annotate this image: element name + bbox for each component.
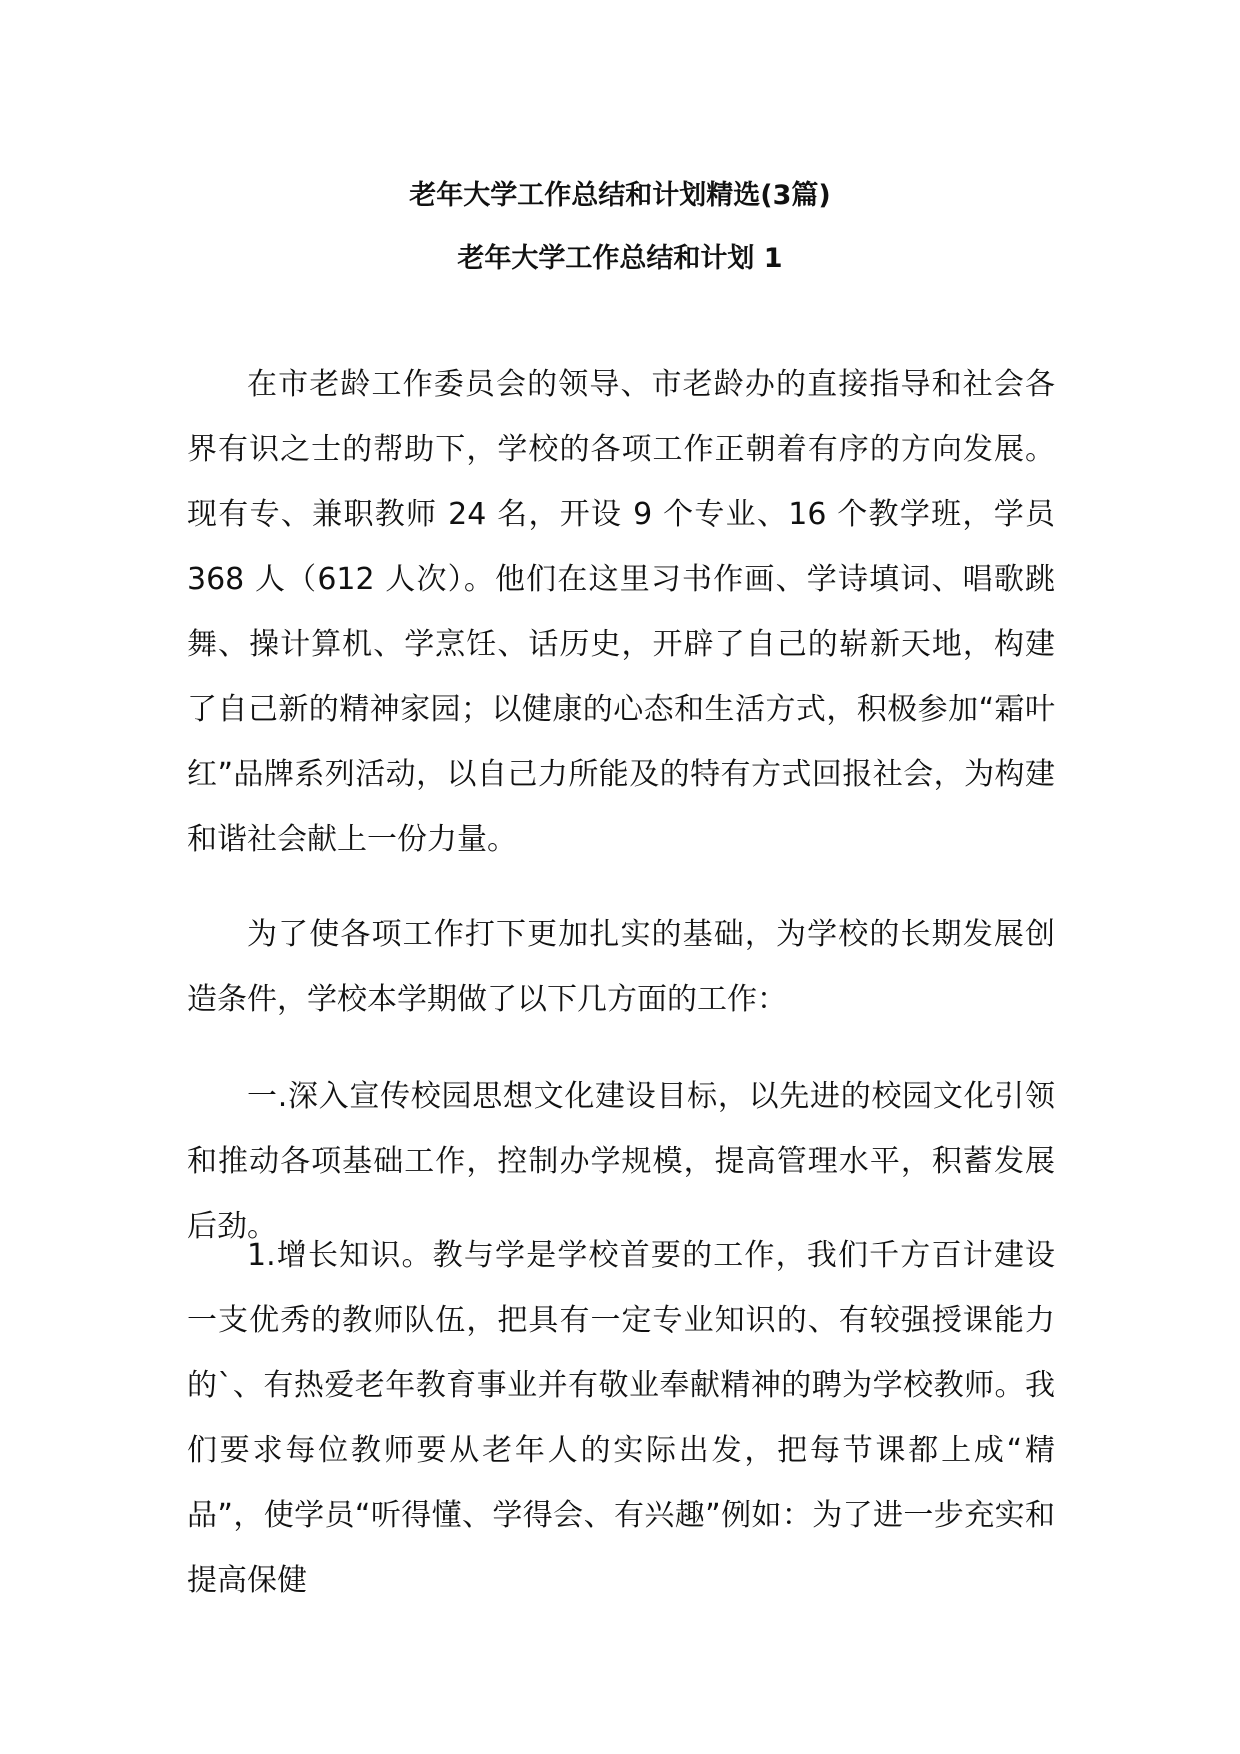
paragraph-work-overview: 为了使各项工作打下更加扎实的基础，为学校的长期发展创造条件，学校本学期做了以下几方面的工作： — [187, 917, 1055, 1017]
section-heading: 老年大学工作总结和计划 1 — [457, 243, 783, 274]
document-title: 老年大学工作总结和计划精选(3篇) — [409, 180, 831, 211]
paragraph-intro: 在市老龄工作委员会的领导、市老龄办的直接指导和社会各界有识之士的帮助下，学校的各项工作正朝着有序的方向发展。现有专、兼职教师 24 名，开设 9 个专业、16 个教学班，学员 368 人（612 人次）。他们在这里习书作画、学诗填词、唱歌跳舞、操计算机、学烹饪、话历史，开辟了自己的崭新天地，构建了自己新的精神家园；以健康的心态和生活方式，积极参加“霜叶红”品牌系列活动，以自己力所能及的特有方式回报社会，为构建和谐社会献上一份力量。 — [187, 367, 1055, 857]
paragraph-item-one: 1.增长知识。教与学是学校首要的工作，我们千方百计建设一支优秀的教师队伍，把具有一定专业知识的、有较强授课能力的`、有热爱老年教育事业并有敬业奉献精神的聘为学校教师。我们要求每位教师要从老年人的实际出发，把每节课都上成“精品”，使学员“听得懂、学得会、有兴趣”例如：为了进一步充实和提高保健 — [187, 1238, 1055, 1598]
paragraph-section-one: 一.深入宣传校园思想文化建设目标，以先进的校园文化引领和推动各项基础工作，控制办学规模，提高管理水平，积蓄发展后劲。 — [187, 1079, 1055, 1244]
